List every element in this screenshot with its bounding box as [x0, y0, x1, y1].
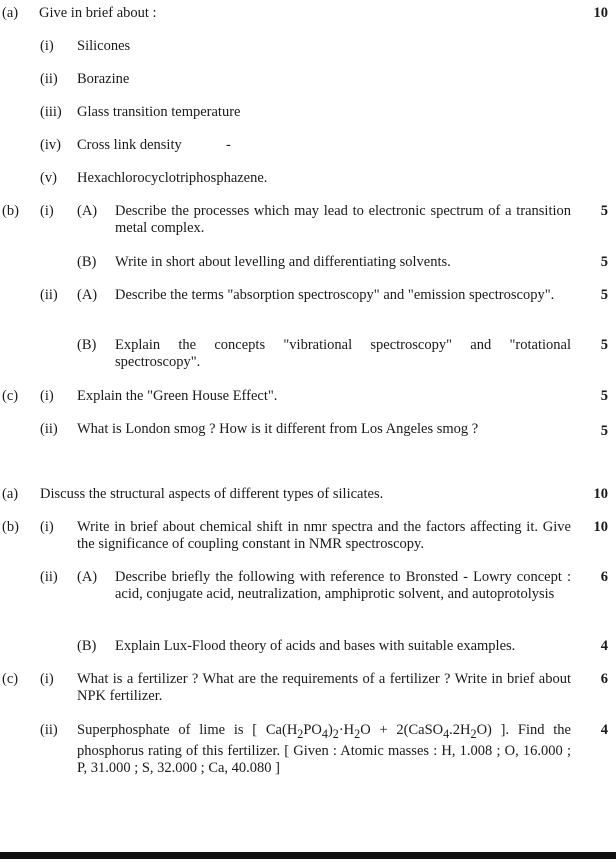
q2b-i-marks: 10 [593, 519, 608, 535]
q1b-label: (b) [2, 203, 19, 219]
q1a-item-5-num: (v) [40, 170, 57, 186]
q1a-item-4-num: (iv) [40, 137, 61, 153]
q1b-i-A-marks: 5 [600, 203, 608, 219]
q2a-marks: 10 [593, 486, 608, 502]
q2b-ii-num: (ii) [40, 569, 58, 585]
q1c-i-text: Explain the "Green House Effect". [77, 388, 278, 404]
q1c-ii-text: What is London smog ? How is it different from Los Angeles smog ? [77, 421, 479, 437]
q1b-ii-B-label: (B) [77, 337, 97, 353]
q1c-ii-marks: 5 [600, 423, 608, 439]
q2a-text: Discuss the structural aspects of different types of silicates. [40, 486, 384, 502]
stray-dash: - [226, 137, 231, 153]
q2b-label: (b) [2, 519, 19, 535]
q1a-item-4-text: Cross link density [77, 137, 182, 153]
q1b-i-B-text: Write in short about levelling and differentiating solvents. [115, 254, 451, 270]
q1c-i-num: (i) [40, 388, 54, 404]
q1a-item-1-num: (i) [40, 38, 54, 54]
q2b-ii-B-label: (B) [77, 638, 97, 654]
q2c-label: (c) [2, 671, 19, 687]
q2c-i-marks: 6 [600, 671, 608, 687]
q1b-i-num: (i) [40, 203, 54, 219]
q1a-label: (a) [2, 5, 19, 21]
q2c-i-num: (i) [40, 671, 54, 687]
q2c-i-text: What is a fertilizer ? What are the requirements of a fertilizer ? Write in brief about NPK fertilizer. [77, 671, 571, 704]
q1b-i-A-text: Describe the processes which may lead to electronic spectrum of a transition metal complex. [115, 203, 571, 236]
q1a-item-3-num: (iii) [40, 104, 62, 120]
q2b-i-text: Write in brief about chemical shift in nmr spectra and the factors affecting it. Give the significance of coupling constant in NMR spectroscopy. [77, 519, 571, 552]
q1b-ii-num: (ii) [40, 287, 58, 303]
q1c-i-marks: 5 [600, 388, 608, 404]
q1a-item-5-text: Hexachlorocyclotriphosphazene. [77, 170, 268, 186]
q1b-ii-B-text: Explain the concepts "vibrational spectroscopy" and "rotational spectroscopy". [115, 337, 571, 370]
q1b-i-B-label: (B) [77, 254, 97, 270]
q1b-ii-A-marks: 5 [600, 287, 608, 303]
q2b-ii-A-marks: 6 [600, 569, 608, 585]
q1b-ii-A-label: (A) [77, 287, 98, 303]
q2c-ii-marks: 4 [600, 722, 608, 738]
q2c-ii-num: (ii) [40, 722, 58, 738]
footer-rule [0, 852, 616, 859]
q1a-marks: 10 [593, 5, 608, 21]
q1a-item-2-num: (ii) [40, 71, 58, 87]
q2b-ii-B-marks: 4 [600, 638, 608, 654]
q1b-i-B-marks: 5 [600, 254, 608, 270]
q2b-ii-A-label: (A) [77, 569, 98, 585]
q1a-item-1-text: Silicones [77, 38, 131, 54]
q2b-ii-B-text: Explain Lux-Flood theory of acids and bases with suitable examples. [115, 638, 516, 654]
q2a-label: (a) [2, 486, 19, 502]
q1c-label: (c) [2, 388, 19, 404]
q1a-text: Give in brief about : [39, 5, 157, 21]
q2b-i-num: (i) [40, 519, 54, 535]
q1b-i-A-label: (A) [77, 203, 98, 219]
q1a-item-2-text: Borazine [77, 71, 130, 87]
q1b-ii-B-marks: 5 [600, 337, 608, 353]
q1c-ii-num: (ii) [40, 421, 58, 437]
q2b-ii-A-text: Describe briefly the following with reference to Bronsted - Lowry concept : acid, conjugate acid, neutralization, amphiprotic solvent, and autoprotolysis [115, 569, 571, 602]
q1b-ii-A-text: Describe the terms "absorption spectroscopy" and "emission spectroscopy". [115, 287, 555, 303]
q1a-item-3-text: Glass transition temperature [77, 104, 241, 120]
q2c-ii-text: Superphosphate of lime is [ $Ca(H_2PO_4)_2\cdot H_2O$ + $2(CaSO_4.2H_2O)$ ]. Find the phosphorus rating of this fertilizer. [ Given : Atomic masses : H, 1.008 ; O, 16.000 ; P, 31.000 ; S, 32.000 ; Ca, 40.080 ] [77, 722, 571, 776]
